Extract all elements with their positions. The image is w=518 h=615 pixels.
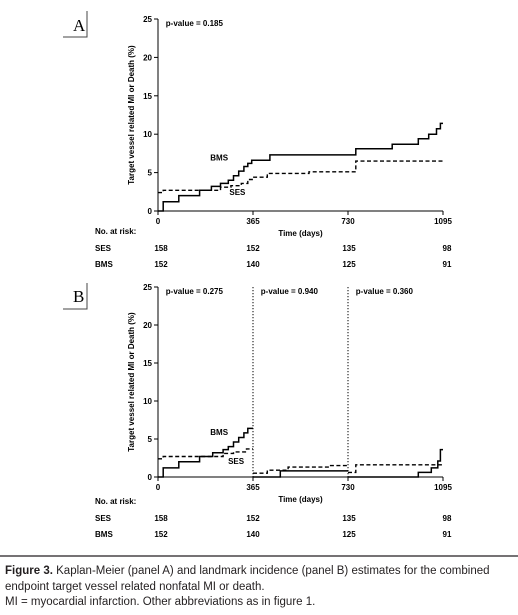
y-tick-label: 15 (143, 359, 152, 368)
risk-value: 125 (342, 530, 356, 539)
caption-label: Figure 3. (5, 565, 53, 577)
chart-panel-a (63, 11, 452, 269)
chart-panel-b (63, 283, 452, 539)
series-line-ses (253, 466, 348, 474)
x-axis-label: Time (days) (278, 229, 323, 238)
series-label-bms: BMS (210, 428, 229, 438)
p-value-annotation: p-value = 0.185 (165, 18, 223, 28)
y-tick-label: 5 (147, 435, 152, 444)
p-value-annotation: p-value = 0.275 (165, 286, 223, 296)
risk-value: 158 (154, 244, 168, 253)
caption-abbreviations: MI = myocardial infarction. Other abbreviations as in figure 1. (5, 596, 316, 608)
risk-value: 135 (342, 514, 356, 523)
series-line-ses (348, 465, 443, 473)
y-tick-label: 15 (143, 91, 152, 101)
risk-value: 98 (442, 514, 452, 523)
x-tick-label: 730 (341, 217, 355, 226)
risk-value: 140 (246, 260, 260, 269)
panel-letter: A (73, 16, 86, 35)
y-tick-label: 25 (143, 15, 152, 24)
x-tick-label: 1095 (434, 483, 452, 492)
risk-value: 152 (154, 530, 168, 539)
series-label-bms: BMS (210, 153, 229, 163)
y-tick-label: 25 (143, 283, 152, 292)
risk-value: 152 (246, 244, 260, 253)
y-tick-label: 10 (143, 397, 152, 406)
y-tick-label: 0 (147, 473, 152, 482)
series-line-ses (158, 161, 443, 193)
series-line-bms (158, 428, 253, 477)
x-tick-label: 365 (246, 483, 260, 492)
y-tick-label: 20 (143, 321, 152, 330)
panel-letter: B (73, 287, 85, 306)
figure-caption (5, 564, 513, 611)
y-tick-label: 10 (143, 130, 152, 140)
caption-text: Kaplan-Meier (panel A) and landmark incidence (panel B) estimates for the combined endpoint target vessel related nonfatal MI or death. (5, 565, 490, 593)
series-label-ses: SES (229, 187, 246, 197)
risk-row-label: BMS (95, 260, 113, 269)
series-line-bms (158, 123, 443, 211)
p-value-annotation: p-value = 0.940 (260, 286, 318, 296)
x-tick-label: 0 (155, 217, 161, 226)
y-tick-label: 5 (147, 168, 152, 178)
series-label-ses: SES (228, 457, 245, 467)
p-value-annotation: p-value = 0.360 (355, 286, 413, 296)
x-axis-label: Time (days) (278, 495, 323, 504)
risk-value: 91 (442, 530, 452, 539)
series-line-bms (348, 450, 443, 477)
y-axis-label: Target vessel related MI or Death (%) (127, 312, 136, 452)
risk-value: 152 (154, 260, 168, 269)
risk-value: 152 (246, 514, 260, 523)
x-tick-label: 0 (155, 483, 161, 492)
risk-value: 98 (442, 244, 452, 253)
y-axis-label: Target vessel related MI or Death (%) (127, 45, 136, 185)
y-tick-label: 20 (143, 53, 152, 63)
x-tick-label: 730 (341, 483, 355, 492)
risk-row-label: SES (95, 244, 112, 253)
risk-row-label: BMS (95, 530, 113, 539)
y-tick-label: 0 (147, 207, 152, 216)
risk-table-title: No. at risk: (95, 227, 137, 236)
x-tick-label: 1095 (434, 217, 452, 226)
risk-row-label: SES (95, 514, 112, 523)
risk-value: 125 (342, 260, 356, 269)
x-tick-label: 365 (246, 217, 260, 226)
risk-value: 135 (342, 244, 356, 253)
risk-value: 91 (442, 260, 452, 269)
risk-value: 158 (154, 514, 168, 523)
risk-value: 140 (246, 530, 260, 539)
risk-table-title: No. at risk: (95, 497, 137, 506)
